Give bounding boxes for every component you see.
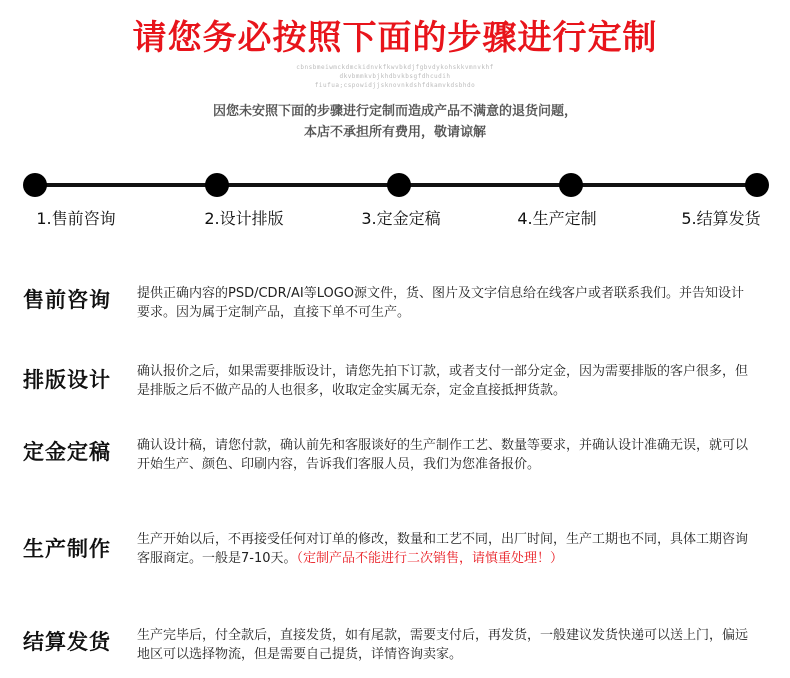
timeline-dot (745, 173, 769, 197)
timeline-dot (559, 173, 583, 197)
step-label-5: 5.结算发货 (681, 209, 761, 228)
timeline-dot (387, 173, 411, 197)
notice-line-2: 本店不承担所有费用，敬请谅解 (303, 125, 486, 140)
section-title-production: 生产制作 (23, 537, 111, 561)
warning-highlight: （定制产品不能进行二次销售，请慎重处理！） (296, 551, 564, 566)
page-title: 请您务必按照下面的步骤进行定制 (132, 18, 658, 58)
decorative-text-line: cbnsbmeiwmckdmckidnvkfkwvbkdjfgbvdykohskkvmnvkhf (296, 64, 494, 71)
section-text-settlement: 生产完毕后，付全款后，直接发货，如有尾款，需要支付后，再发货，一般建议发货快递可以送上门，偏远地区可以选择物流，但是需要自己提货，详情咨询卖家。 (137, 628, 749, 662)
section-title-layout: 排版设计 (23, 368, 111, 392)
section-title-deposit: 定金定稿 (23, 440, 111, 464)
section-title-settlement: 结算发货 (23, 630, 111, 654)
decorative-text-line: fiufua;cspowidjjsknovnkdshfdkamvkdsbhdo (314, 82, 476, 89)
section-text-presales: 提供正确内容的PSD/CDR/AI等LOGO源文件，货、图片及文字信息给在线客户或者联系我们。并告知设计要求。因为属于定制产品，直接下单不可生产。 (137, 286, 745, 320)
notice-line-1: 因您未安照下面的步骤进行定制而造成产品不满意的退货问题， (212, 104, 577, 119)
step-label-3: 3.定金定稿 (361, 209, 441, 228)
timeline-dot (23, 173, 47, 197)
section-text-deposit: 确认设计稿，请您付款，确认前先和客服谈好的生产制作工艺、数量等要求，并确认设计准确无误，就可以开始生产、颜色、印刷内容，告诉我们客服人员，我们为您准备报价。 (137, 438, 749, 472)
section-title-presales: 售前咨询 (23, 288, 111, 312)
step-label-2: 2.设计排版 (204, 209, 284, 228)
section-text-layout: 确认报价之后，如果需要排版设计，请您先拍下订款，或者支付一部分定金，因为需要排版的客户很多，但是排版之后不做产品的人也很多，收取定金实属无奈，定金直接抵押货款。 (137, 364, 749, 398)
section-text-production-body: 生产开始以后，不再接受任何对订单的修改，数量和工艺不同，出厂时间，生产工期也不同，具体工期咨询客服商定。一般是7-10天。 (137, 532, 749, 566)
step-label-4: 4.生产定制 (517, 209, 597, 228)
decorative-text-line: dkvbmmkvbjkhdbvkbsgfdhcudih (339, 73, 451, 80)
section-text-production (137, 530, 752, 568)
step-label-1: 1.售前咨询 (36, 209, 116, 228)
timeline-dot (205, 173, 229, 197)
